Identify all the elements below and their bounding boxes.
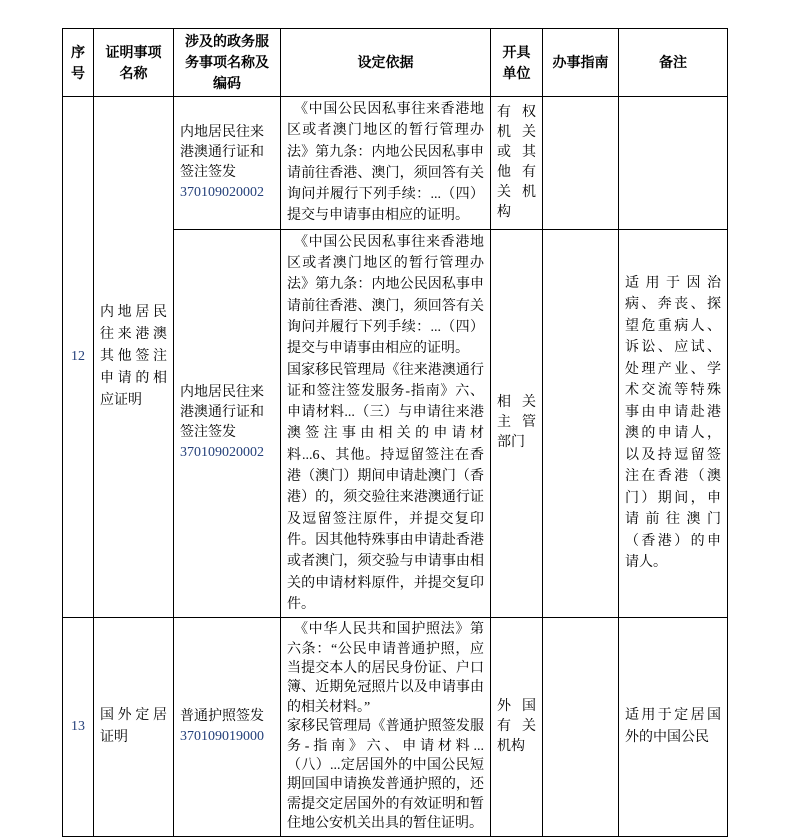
service-item-cell [174, 97, 281, 230]
basis-cell [281, 97, 491, 230]
basis-paragraph: 国家移民管理局《往来港澳通行证和签注签发服务-指南》六、申请材料...（三）与申请往来港澳签注事由相关的申请材料...6、其他。持逗留签注在香港（澳门）期间申请赴澳门（香港）的，须交验往来港澳通行证及逗留签注原件，并提交复印件。因其他特殊事由申请赴香港或者澳门，须交验与申请事由相关的申请材料原件，并提交复印件。 [287, 362, 484, 612]
header-seq: 序号 [63, 29, 94, 97]
remark-cell: 适用于定居国外的中国公民 [619, 618, 728, 836]
basis-paragraph: 《中国公民因私事往来香港地区或者澳门地区的暂行管理办法》第九条：内地公民因私事申请前往香港、澳门，须回答有关询问并履行下列手续：...（四）提交与申请事由相应的证明。 [287, 102, 484, 224]
seq-cell: 12 [63, 97, 94, 618]
remark-cell [619, 97, 728, 230]
seq-cell: 13 [63, 618, 94, 836]
basis-paragraph: 《中国公民因私事往来香港地区或者澳门地区的暂行管理办法》第九条：内地公民因私事申请前往香港、澳门，须回答有关询问并履行下列手续：...（四）提交与申请事由相应的证明。 [287, 234, 484, 357]
guide-cell [543, 229, 619, 617]
header-cert-name: 证明事项名称 [94, 29, 174, 97]
table-row-13 [63, 618, 728, 836]
basis-cell [281, 229, 491, 617]
service-name: 内地居民往来港澳通行证和签注签发 [180, 124, 264, 180]
remark-cell: 适用于因治病、奔丧、探望危重病人、诉讼、应试、处理产业、学术交流等特殊事由申请赴港澳的申请人，以及持逗留签注在香港（澳门）期间，申请前往澳门（香港）的申请人。 [619, 229, 728, 617]
issuer-cell: 相关主管部门 [491, 229, 543, 617]
service-name: 内地居民往来港澳通行证和签注签发 [180, 385, 264, 441]
cert-name-cell: 内地居民往来港澳其他签注申请的相应证明 [94, 97, 174, 618]
guide-cell [543, 97, 619, 230]
header-remark: 备注 [619, 29, 728, 97]
guide-cell [543, 618, 619, 836]
certificate-items-table [62, 28, 728, 837]
basis-paragraph: 家移民管理局《普通护照签发服务-指南》六、申请材料...（八）...定居国外的中国公民短期回国申请换发普通护照的，还需提交定居国外的有效证明和暂住地公安机关出具的暂住证明。 [287, 719, 484, 832]
service-item-cell [174, 618, 281, 836]
service-name: 普通护照签发 [180, 708, 264, 724]
service-item-cell [174, 229, 281, 617]
issuer-cell: 有权机关或其他有关机构 [491, 97, 543, 230]
header-service-item: 涉及的政务服务事项名称及编码 [174, 29, 281, 97]
table-row-12a [63, 97, 728, 230]
service-code: 370109019000 [180, 728, 264, 744]
header-issuer: 开具单位 [491, 29, 543, 97]
basis-paragraph: 《中华人民共和国护照法》第六条：“公民申请普通护照，应当提交本人的居民身份证、户口簿、近期免冠照片以及申请事由的相关材料。” [287, 622, 484, 715]
basis-cell [281, 618, 491, 836]
service-code: 370109020002 [180, 184, 264, 200]
service-code: 370109020002 [180, 445, 264, 461]
header-basis: 设定依据 [281, 29, 491, 97]
table-header-row [63, 29, 728, 97]
header-guide: 办事指南 [543, 29, 619, 97]
cert-name-cell: 国外定居证明 [94, 618, 174, 836]
issuer-cell: 外国有关机构 [491, 618, 543, 836]
